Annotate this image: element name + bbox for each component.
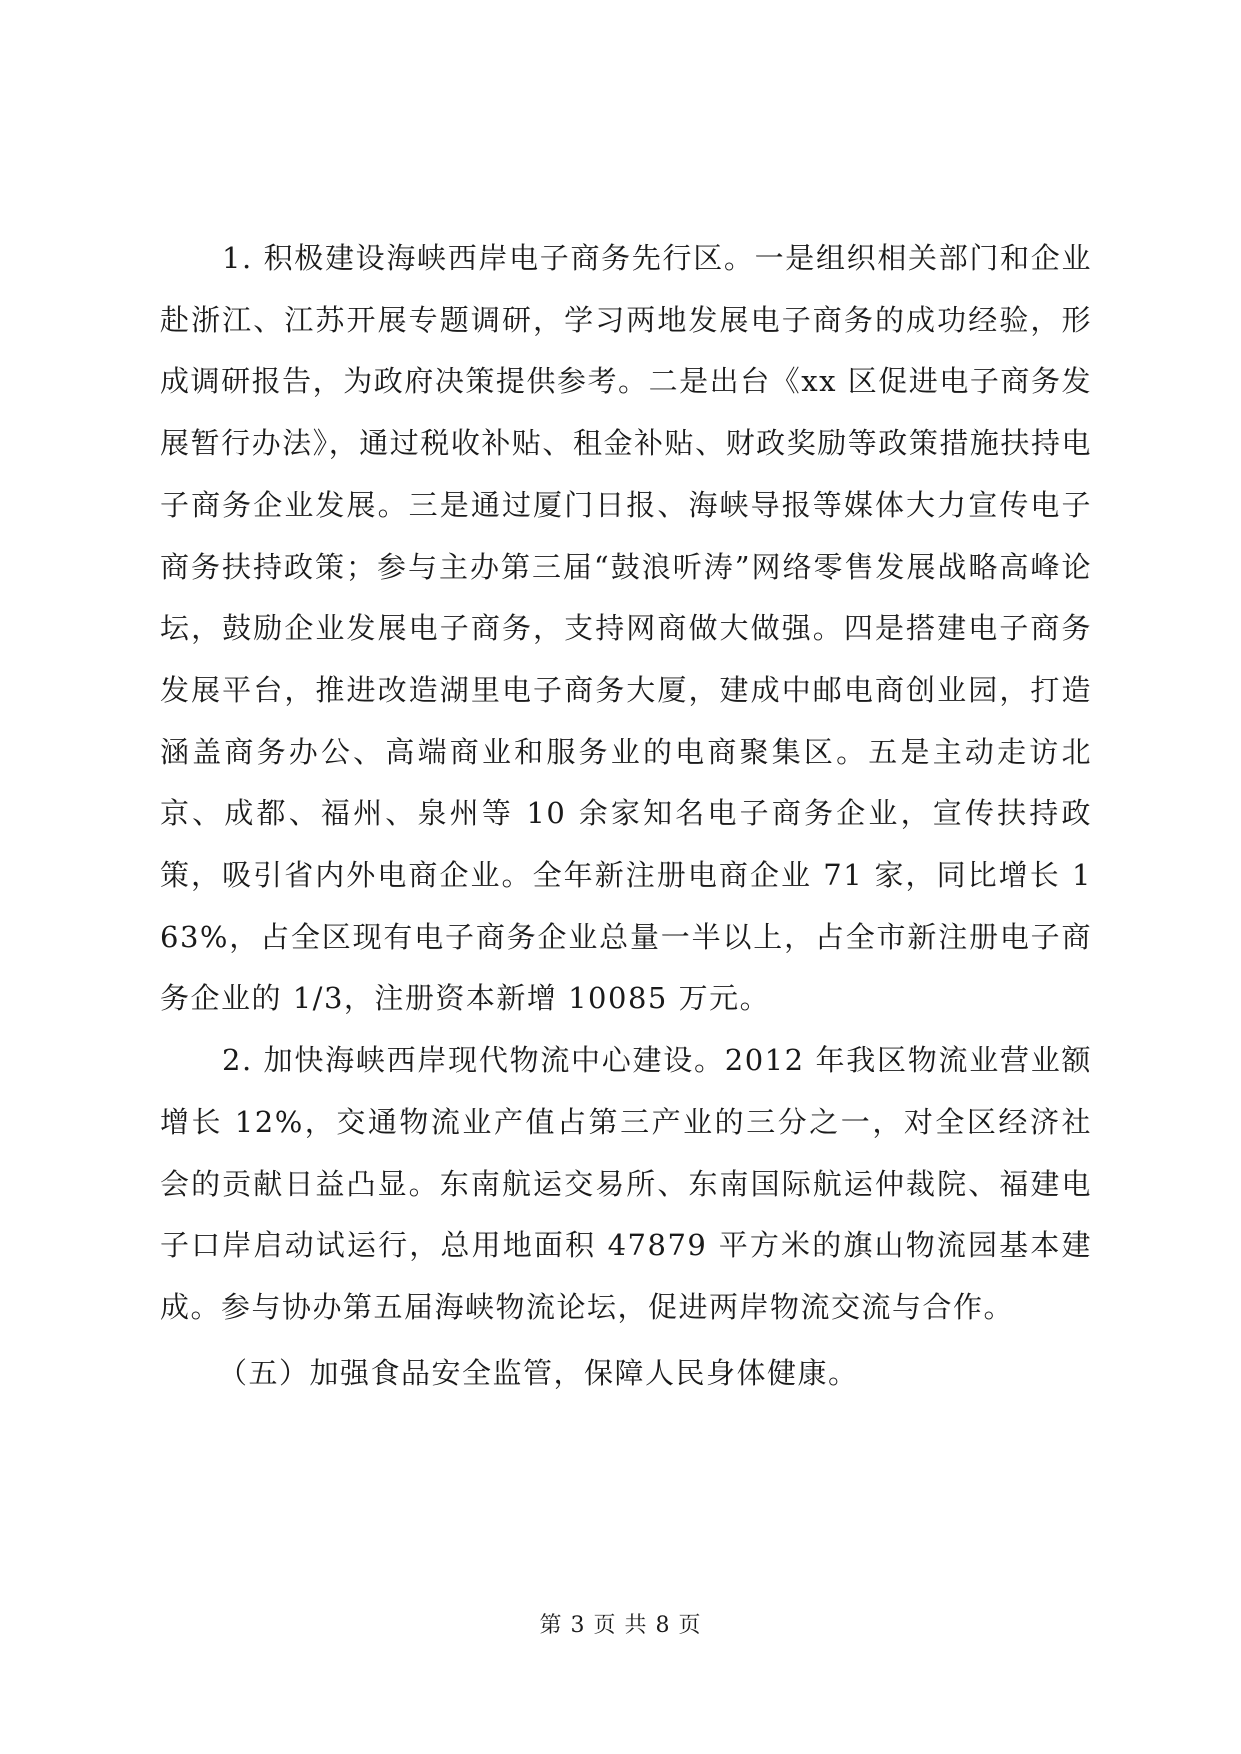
section-heading-food-safety: （五）加强食品安全监管，保障人民身体健康。: [218, 1355, 859, 1390]
paragraph-ecommerce: 1. 积极建设海峡西岸电子商务先行区。一是组织相关部门和企业赴浙江、江苏开展专题调研，学习两地发展电子商务的成功经验，形成调研报告，为政府决策提供参考。二是出台《xx 区促进电子商务发展暂行办法》，通过税收补贴、租金补贴、财政奖励等政策措施扶持电子商务企业发展。三是通过厦门日报、海峡导报等媒体大力宣传电子商务扶持政策；参与主办第三届“鼓浪听涛”网络零售发展战略高峰论坛，鼓励企业发展电子商务，支持网商做大做强。四是搭建电子商务发展平台，推进改造湖里电子商务大厦，建成中邮电商创业园，打造涵盖商务办公、高端商业和服务业的电商聚集区。五是主动走访北京、成都、福州、泉州等 10 余家知名电子商务企业，宣传扶持政策，吸引省内外电商企业。全年新注册电商企业 71 家，同比增长 163%，占全区现有电子商务企业总量一半以上，占全市新注册电子商务企业的 1/3，注册资本新增 10085 万元。: [160, 241, 1092, 1016]
document-body: [160, 228, 1092, 1404]
paragraph-logistics: 2. 加快海峡西岸现代物流中心建设。2012 年我区物流业营业额增长 12%，交通物流业产值占第三产业的三分之一，对全区经济社会的贡献日益凸显。东南航运交易所、东南国际航运仲裁院、福建电子口岸启动试运行，总用地面积 47879 平方米的旗山物流园基本建成。参与协办第五届海峡物流论坛，促进两岸物流交流与合作。: [160, 1043, 1092, 1324]
page-number-footer: 第 3 页 共 8 页: [539, 1613, 702, 1638]
